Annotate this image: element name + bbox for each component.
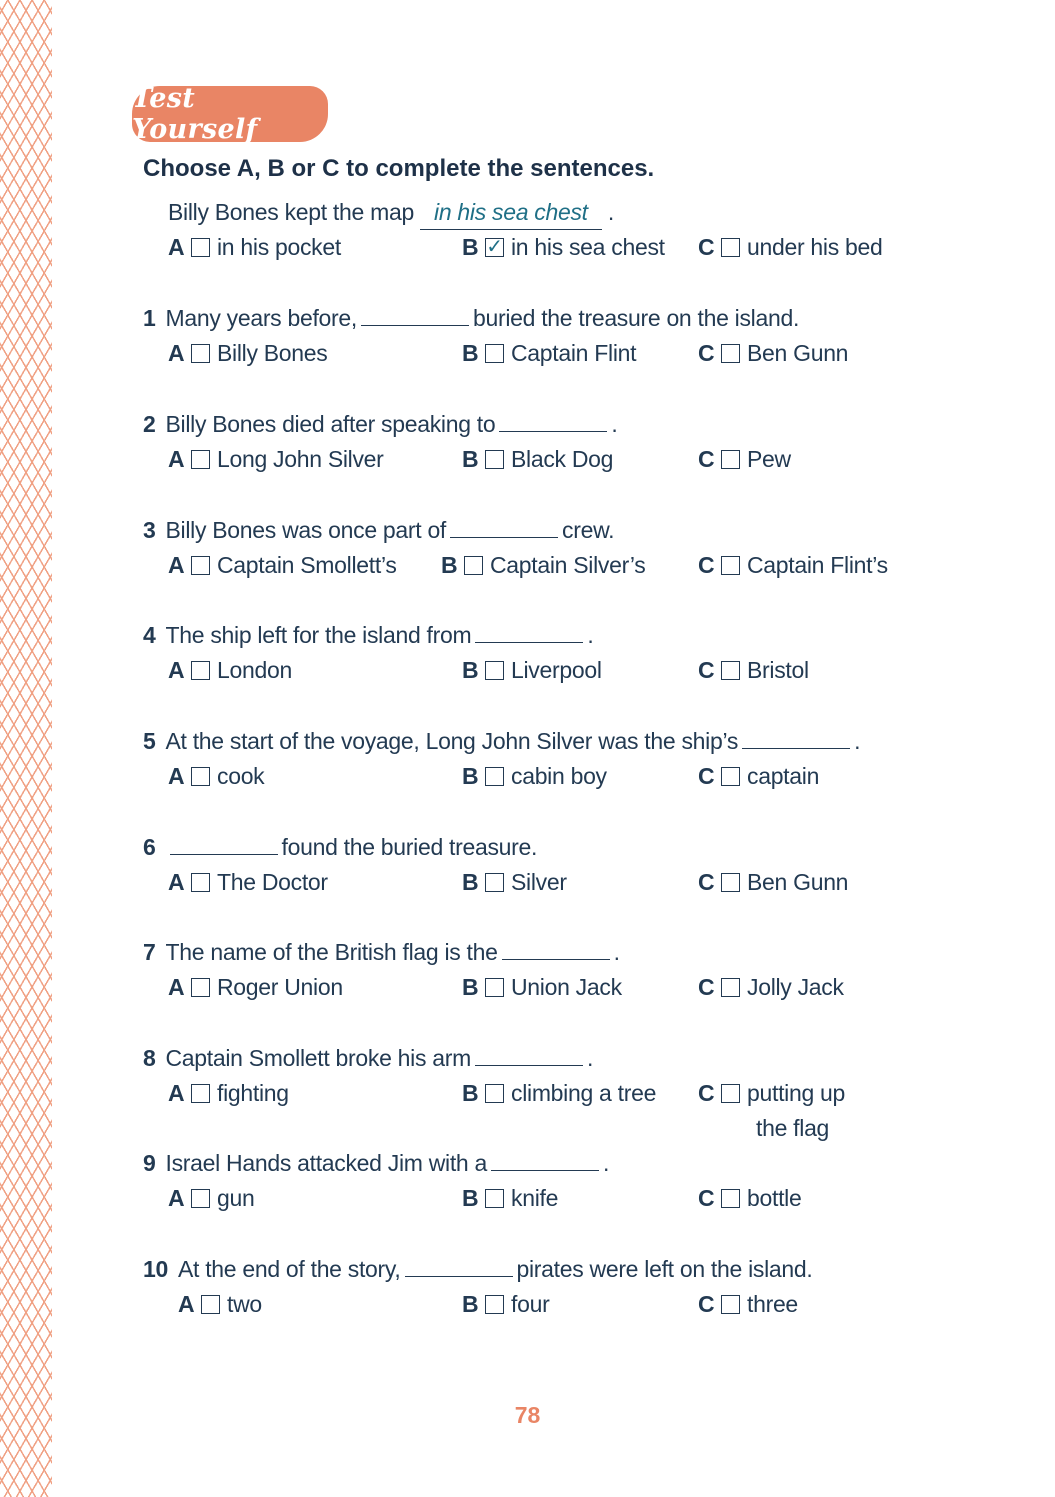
option-c[interactable] — [698, 1289, 798, 1319]
question-number: 3 — [143, 517, 156, 543]
checkbox[interactable] — [485, 661, 504, 680]
option-letter: A — [168, 552, 185, 578]
checkbox[interactable] — [191, 450, 210, 469]
option-c[interactable] — [698, 232, 882, 262]
option-c[interactable] — [698, 655, 809, 685]
checkbox[interactable] — [485, 450, 504, 469]
question-item — [0, 1043, 1055, 1141]
question-number: 4 — [143, 622, 156, 648]
question-sentence — [143, 1043, 593, 1073]
checkbox[interactable] — [191, 978, 210, 997]
option-text: cook — [217, 763, 265, 789]
badge-label: Test Yourself — [132, 83, 258, 145]
example-question — [0, 197, 1055, 277]
option-letter: C — [698, 446, 715, 472]
option-text: Captain Flint’s — [747, 552, 888, 578]
option-letter: A — [168, 234, 185, 260]
question-text-after: . — [603, 1150, 610, 1176]
option-c[interactable] — [698, 338, 848, 368]
option-text: bottle — [747, 1185, 802, 1211]
checkbox[interactable] — [191, 238, 210, 257]
question-text-after: pirates were left on the island. — [516, 1256, 813, 1282]
option-a[interactable] — [168, 761, 264, 791]
option-text: four — [511, 1291, 550, 1317]
option-letter: A — [168, 1080, 185, 1106]
question-text-after: . — [613, 939, 620, 965]
option-b[interactable] — [462, 1183, 558, 1213]
option-c[interactable] — [698, 867, 848, 897]
checkbox[interactable] — [485, 873, 504, 892]
checkbox[interactable] — [485, 1189, 504, 1208]
question-item — [0, 620, 1055, 700]
option-c[interactable] — [698, 1183, 801, 1213]
checkbox[interactable] — [721, 450, 740, 469]
checkbox[interactable] — [191, 661, 210, 680]
option-letter: C — [698, 340, 715, 366]
option-b[interactable] — [462, 338, 636, 368]
example-text-after: . — [607, 199, 614, 225]
checkbox[interactable] — [191, 873, 210, 892]
question-item — [0, 303, 1055, 383]
question-text-after: crew. — [562, 517, 615, 543]
checkbox[interactable] — [191, 556, 210, 575]
option-letter: B — [462, 1080, 479, 1106]
instructions: Choose A, B or C to complete the sentences. — [143, 155, 655, 182]
option-a[interactable] — [168, 1183, 254, 1213]
option-letter: A — [178, 1291, 195, 1317]
option-text: Roger Union — [217, 974, 343, 1000]
question-text-after: . — [611, 411, 618, 437]
option-c[interactable] — [698, 550, 888, 580]
example-text-before: Billy Bones kept the map — [168, 199, 414, 225]
checkbox[interactable] — [721, 1189, 740, 1208]
option-text: putting up — [747, 1080, 846, 1106]
question-text-after: . — [586, 1045, 594, 1071]
checkbox[interactable] — [191, 1189, 210, 1208]
question-sentence — [143, 515, 614, 545]
answer-blank[interactable] — [361, 303, 469, 326]
answer-blank[interactable] — [502, 937, 610, 960]
checkbox[interactable] — [191, 767, 210, 786]
question-item — [0, 726, 1055, 806]
checkbox[interactable] — [721, 978, 740, 997]
option-letter: B — [441, 552, 458, 578]
option-letter: A — [168, 446, 185, 472]
option-text: two — [227, 1291, 262, 1317]
option-b[interactable] — [462, 444, 613, 474]
option-text: in his sea chest — [511, 234, 665, 260]
checkbox[interactable] — [721, 661, 740, 680]
checkbox[interactable] — [191, 344, 210, 363]
option-a[interactable] — [178, 1289, 262, 1319]
option-b[interactable] — [462, 1289, 549, 1319]
option-text: three — [747, 1291, 798, 1317]
option-text: in his pocket — [217, 234, 341, 260]
option-a[interactable] — [168, 972, 343, 1002]
checkbox-checked[interactable]: ✓ — [486, 236, 503, 258]
question-text-after: found the buried treasure. — [281, 834, 538, 860]
question-text-before: The name of the British flag is the — [165, 939, 498, 965]
option-letter: A — [168, 869, 185, 895]
option-text: London — [217, 657, 292, 683]
question-text-after: . — [854, 728, 861, 754]
option-text: Black Dog — [511, 446, 614, 472]
question-number: 10 — [143, 1256, 168, 1282]
question-number: 7 — [143, 939, 156, 965]
option-text: under his bed — [747, 234, 883, 260]
option-a[interactable] — [168, 550, 397, 580]
question-number: 9 — [143, 1150, 156, 1176]
option-a[interactable] — [168, 338, 327, 368]
option-letter: B — [462, 974, 479, 1000]
option-letter: C — [698, 974, 715, 1000]
question-text-before: Captain Smollett broke his arm — [165, 1045, 471, 1071]
option-a[interactable] — [168, 655, 292, 685]
option-letter: B — [462, 234, 479, 260]
option-letter: C — [698, 657, 715, 683]
answer-blank[interactable] — [405, 1254, 513, 1277]
checkbox[interactable] — [485, 767, 504, 786]
option-c[interactable] — [698, 972, 844, 1002]
option-text: Captain Smollett’s — [217, 552, 397, 578]
checkbox[interactable] — [721, 1295, 740, 1314]
option-letter: B — [462, 1185, 479, 1211]
option-letter: B — [462, 1291, 479, 1317]
question-item — [0, 1254, 1055, 1334]
page-number: 78 — [514, 1402, 541, 1428]
question-item — [0, 937, 1055, 1017]
option-letter: B — [462, 869, 479, 895]
question-number: 2 — [143, 411, 156, 437]
option-letter: C — [698, 1185, 715, 1211]
option-text: fighting — [217, 1080, 289, 1106]
checkbox[interactable] — [721, 1084, 740, 1103]
option-letter: C — [698, 234, 715, 260]
option-text: Union Jack — [511, 974, 622, 1000]
option-letter: B — [462, 340, 479, 366]
answer-blank[interactable] — [475, 620, 583, 643]
question-text-before: Billy Bones died after speaking to — [165, 411, 496, 437]
question-sentence — [143, 1148, 609, 1178]
option-text: Liverpool — [511, 657, 602, 683]
answer-blank[interactable] — [450, 515, 558, 538]
option-letter: C — [698, 869, 715, 895]
option-text: Jolly Jack — [747, 974, 844, 1000]
option-letter: C — [698, 552, 715, 578]
option-c[interactable] — [698, 444, 791, 474]
option-text: knife — [511, 1185, 559, 1211]
question-sentence — [143, 1254, 812, 1284]
checkbox[interactable] — [721, 873, 740, 892]
example-sentence — [168, 197, 614, 230]
option-text: Bristol — [747, 657, 809, 683]
checkbox[interactable] — [485, 344, 504, 363]
section-badge — [132, 83, 328, 145]
question-text-after: . — [587, 622, 594, 648]
checkbox[interactable] — [721, 767, 740, 786]
option-text: Captain Silver’s — [490, 552, 646, 578]
question-number: 6 — [143, 834, 156, 860]
question-text-before: Billy Bones was once part of — [165, 517, 447, 543]
checkbox[interactable] — [721, 238, 740, 257]
option-b[interactable] — [462, 972, 622, 1002]
answer-blank[interactable] — [742, 726, 850, 749]
option-c[interactable] — [698, 1078, 845, 1108]
question-number: 1 — [143, 305, 156, 331]
option-letter: C — [698, 763, 715, 789]
question-text-before: At the end of the story, — [177, 1256, 401, 1282]
option-text: Captain Flint — [511, 340, 637, 366]
option-letter: A — [168, 763, 185, 789]
question-text-before: Israel Hands attacked Jim with a — [165, 1150, 487, 1176]
option-text: climbing a tree — [511, 1080, 657, 1106]
option-text: Billy Bones — [217, 340, 328, 366]
question-item — [0, 1148, 1055, 1228]
option-text: Pew — [747, 446, 791, 472]
option-a[interactable] — [168, 444, 384, 474]
checkbox[interactable] — [201, 1295, 220, 1314]
question-sentence — [143, 832, 537, 862]
answer-blank[interactable] — [475, 1043, 583, 1066]
question-sentence — [143, 620, 593, 650]
question-item — [0, 515, 1055, 595]
option-a[interactable] — [168, 867, 328, 897]
checkbox[interactable] — [191, 1084, 210, 1103]
option-letter: C — [698, 1080, 715, 1106]
option-text: cabin boy — [511, 763, 607, 789]
option-letter: B — [462, 657, 479, 683]
option-a[interactable] — [168, 1078, 289, 1108]
checkbox[interactable] — [721, 556, 740, 575]
option-b[interactable] — [462, 1078, 656, 1108]
option-letter: B — [462, 763, 479, 789]
option-text-continued: the flag — [756, 1115, 830, 1141]
answer-blank[interactable] — [499, 409, 607, 432]
option-a[interactable] — [168, 232, 341, 262]
answer-blank[interactable] — [491, 1148, 599, 1171]
option-letter: A — [168, 340, 185, 366]
question-text-before: At the start of the voyage, Long John Silver was the ship’s — [165, 728, 739, 754]
option-text: gun — [217, 1185, 255, 1211]
option-text: Silver — [511, 869, 567, 895]
question-item — [0, 409, 1055, 489]
option-letter: B — [462, 446, 479, 472]
option-letter: A — [168, 657, 185, 683]
option-text: Ben Gunn — [747, 869, 849, 895]
question-text-before: Many years before, — [165, 305, 357, 331]
option-text: captain — [747, 763, 820, 789]
question-sentence — [143, 726, 860, 756]
example-answer: in his sea chest — [420, 203, 602, 230]
question-text-after: buried the treasure on the island. — [472, 305, 800, 331]
checkbox[interactable] — [485, 1084, 504, 1103]
checkbox[interactable] — [485, 978, 504, 997]
option-b[interactable] — [462, 761, 607, 791]
checkbox[interactable] — [464, 556, 483, 575]
option-letter: C — [698, 1291, 715, 1317]
option-b[interactable] — [462, 655, 602, 685]
option-letter: A — [168, 974, 185, 1000]
option-b[interactable] — [462, 867, 567, 897]
option-b[interactable] — [462, 232, 665, 262]
option-c[interactable] — [698, 761, 819, 791]
question-number: 5 — [143, 728, 156, 754]
option-letter: A — [168, 1185, 185, 1211]
option-b[interactable] — [441, 550, 645, 580]
question-sentence — [143, 937, 620, 967]
question-item — [0, 832, 1055, 912]
option-text: Ben Gunn — [747, 340, 849, 366]
answer-blank[interactable] — [170, 832, 278, 855]
option-text: Long John Silver — [217, 446, 384, 472]
question-text-before: The ship left for the island from — [165, 622, 472, 648]
option-text: The Doctor — [217, 869, 328, 895]
question-sentence — [143, 303, 799, 333]
question-number: 8 — [143, 1045, 156, 1071]
checkbox[interactable] — [721, 344, 740, 363]
question-sentence — [143, 409, 618, 439]
checkbox[interactable] — [485, 1295, 504, 1314]
